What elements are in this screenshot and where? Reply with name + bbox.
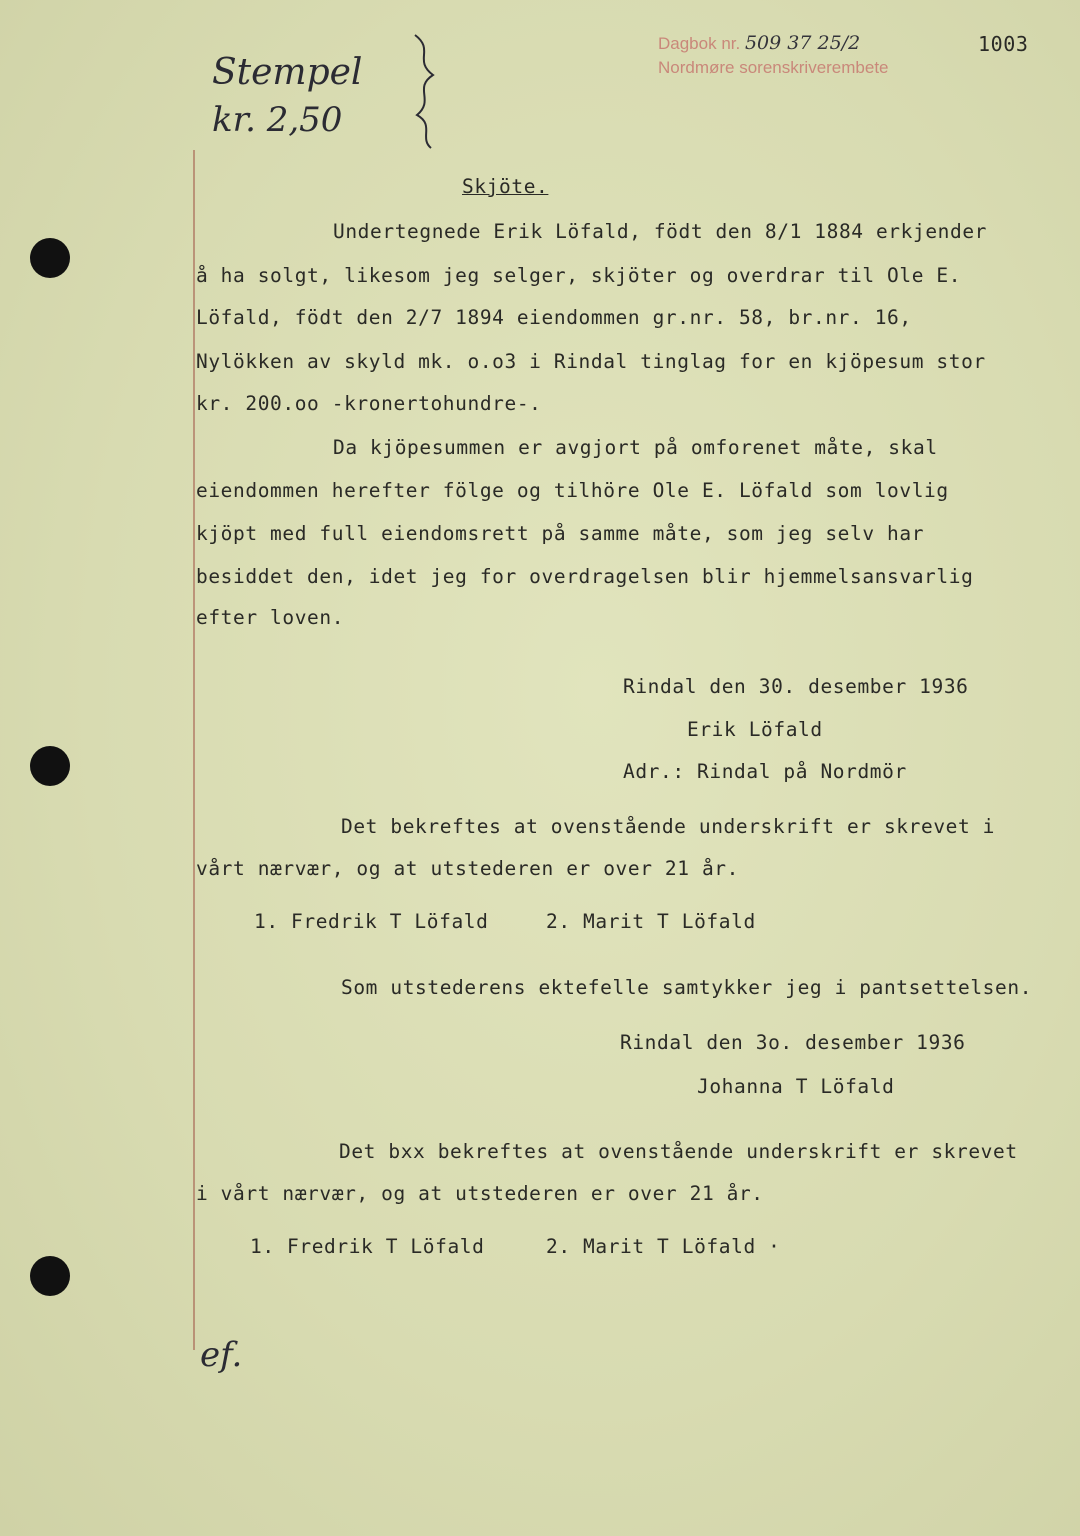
punch-hole bbox=[30, 238, 70, 278]
handwritten-brace bbox=[405, 30, 445, 150]
text-line: efter loven. bbox=[196, 606, 345, 629]
text-line: å ha solgt, likesom jeg selger, skjöter og overdrar til Ole E. bbox=[196, 264, 962, 287]
signatory-address: Adr.: Rindal på Nordmör bbox=[623, 760, 907, 783]
text-line: besiddet den, idet jeg for overdragelsen blir hjemmelsansvarlig bbox=[196, 565, 974, 588]
signatory-name: Johanna T Löfald bbox=[697, 1075, 895, 1098]
stamp-handwritten-number: 509 37 25/2 bbox=[744, 32, 861, 54]
place-date: Rindal den 3o. desember 1936 bbox=[620, 1031, 966, 1054]
text-line: Löfald, födt den 2/7 1894 eiendommen gr.nr. 58, br.nr. 16, bbox=[196, 306, 912, 329]
page-number: 1003 bbox=[978, 32, 1029, 56]
text-line: eiendommen herefter fölge og tilhöre Ole E. Löfald som lovlig bbox=[196, 479, 949, 502]
text-line: Da kjöpesummen er avgjort på omforenet måte, skal bbox=[333, 436, 938, 459]
witness-2: 2. Marit T Löfald · bbox=[546, 1235, 781, 1258]
stamp-prefix: Dagbok nr. bbox=[658, 34, 741, 53]
text-line: kjöpt med full eiendomsrett på samme måte, som jeg selv har bbox=[196, 522, 925, 545]
text-line: Det bxx bekreftes at ovenstående underskrift er skrevet bbox=[339, 1140, 1018, 1163]
handwritten-initials: ef. bbox=[200, 1335, 243, 1375]
punch-hole bbox=[30, 746, 70, 786]
text-line: Som utstederens ektefelle samtykker jeg i pantsettelsen. bbox=[341, 976, 1033, 999]
text-line: kr. 200.oo -kronertohundre-. bbox=[196, 392, 542, 415]
text-line: i vårt nærvær, og at utstederen er over 21 år. bbox=[196, 1182, 764, 1205]
witness-1: 1. Fredrik T Löfald bbox=[254, 910, 489, 933]
text-line: Undertegnede Erik Löfald, födt den 8/1 1884 erkjender bbox=[333, 220, 988, 243]
margin-line bbox=[193, 150, 195, 1350]
text-line: Nylökken av skyld mk. o.o3 i Rindal tinglag for en kjöpesum stor bbox=[196, 350, 986, 373]
text-line: Det bekreftes at ovenstående underskrift er skrevet i bbox=[341, 815, 996, 838]
witness-1: 1. Fredrik T Löfald bbox=[250, 1235, 485, 1258]
punch-hole bbox=[30, 1256, 70, 1296]
signatory-name: Erik Löfald bbox=[687, 718, 823, 741]
registry-stamp-line1 bbox=[658, 32, 860, 54]
text-line: vårt nærvær, og at utstederen er over 21 år. bbox=[196, 857, 739, 880]
document-title: Skjöte. bbox=[462, 175, 549, 198]
handwritten-stamp-fee: Stempel bbox=[212, 52, 363, 93]
place-date: Rindal den 30. desember 1936 bbox=[623, 675, 969, 698]
registry-stamp-line2: Nordmøre sorenskriverembete bbox=[658, 58, 889, 77]
witness-2: 2. Marit T Löfald bbox=[546, 910, 756, 933]
handwritten-stamp-amount: kr. 2,50 bbox=[212, 100, 343, 140]
